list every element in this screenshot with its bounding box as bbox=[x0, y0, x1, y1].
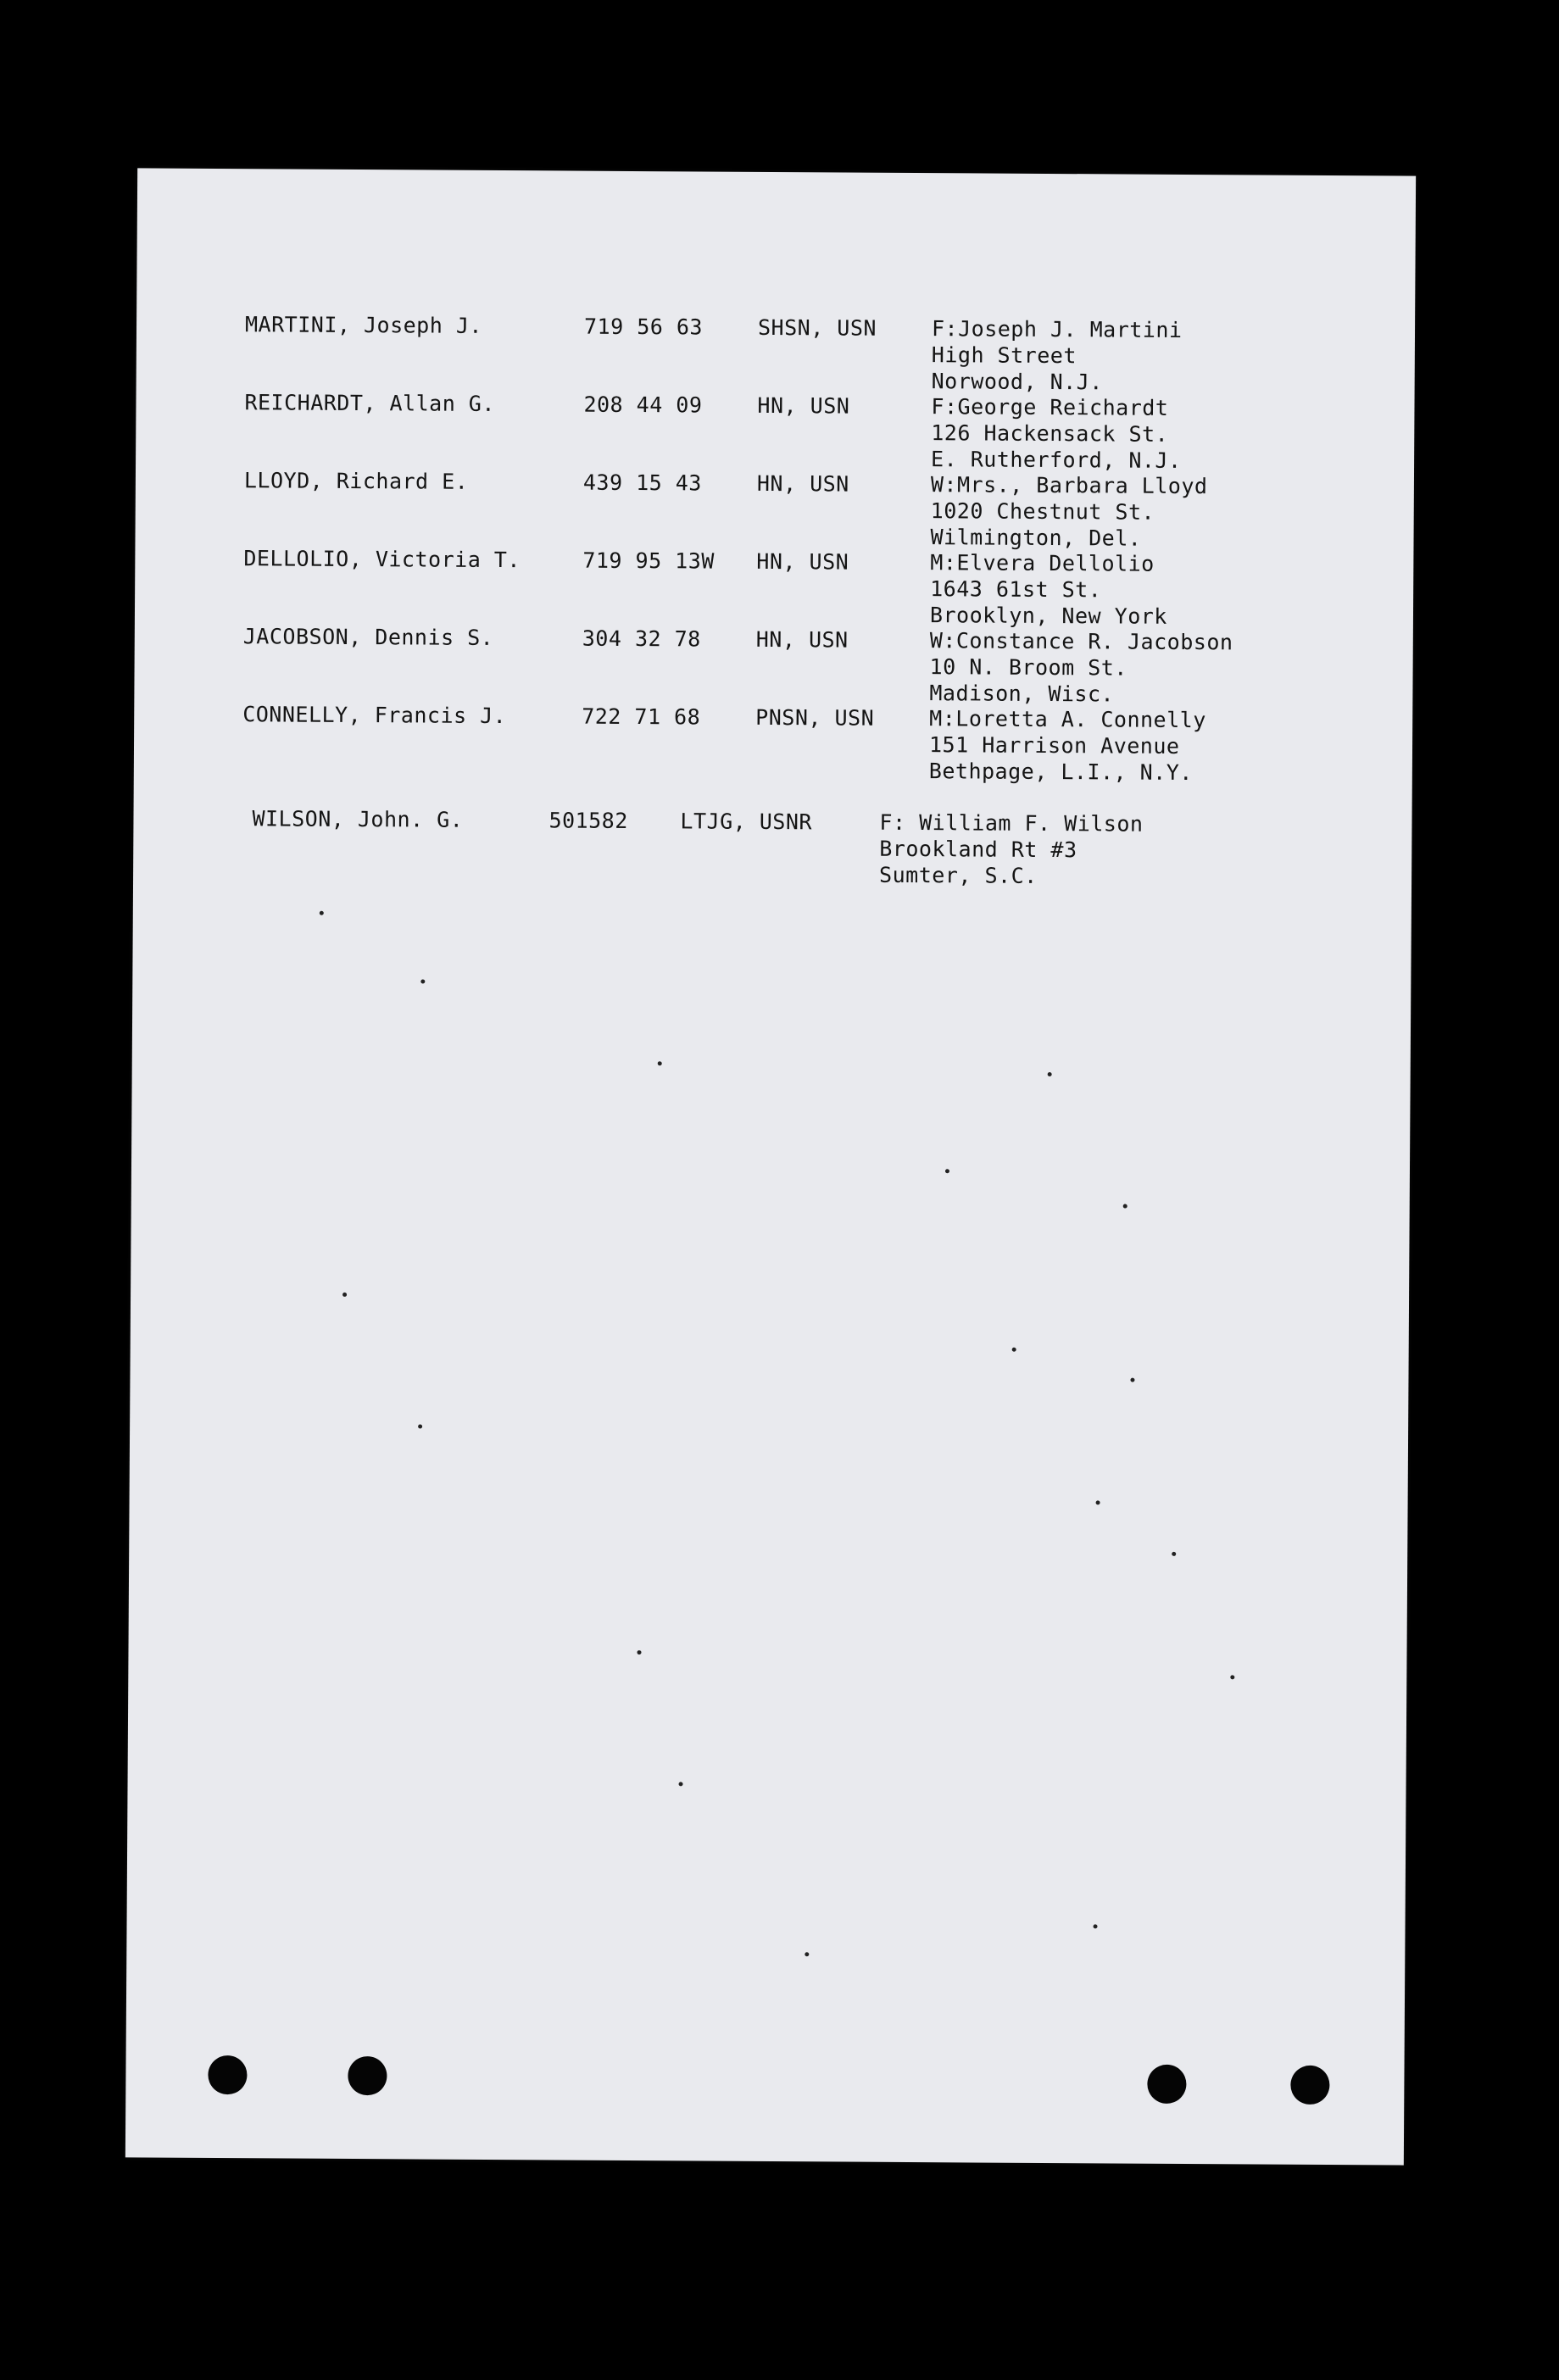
address-line: Brookland Rt #3 bbox=[879, 836, 1077, 863]
record-row bbox=[134, 804, 1412, 888]
address-line: F: William F. Wilson bbox=[879, 809, 1144, 837]
dust-speck bbox=[658, 1061, 662, 1065]
record-row bbox=[136, 310, 1415, 395]
record-name: REICHARDT, Allan G. bbox=[244, 390, 496, 416]
record-row bbox=[136, 466, 1414, 551]
dust-speck bbox=[679, 1782, 683, 1786]
dust-speck bbox=[805, 1952, 809, 1956]
record-name: MARTINI, Joseph J. bbox=[244, 312, 483, 338]
record-rate: HN, USN bbox=[757, 392, 850, 419]
dust-speck bbox=[1094, 1924, 1098, 1928]
record-address bbox=[931, 393, 1182, 474]
record-address bbox=[879, 809, 1144, 890]
dust-speck bbox=[420, 979, 425, 983]
dust-speck bbox=[945, 1169, 949, 1173]
record-rate: SHSN, USN bbox=[757, 314, 877, 341]
record-rate: HN, USN bbox=[756, 470, 849, 497]
record-rate: HN, USN bbox=[755, 626, 849, 653]
address-line: 151 Harrison Avenue bbox=[928, 732, 1180, 759]
record-address bbox=[930, 471, 1207, 552]
record-address bbox=[932, 315, 1183, 396]
record-name: JACOBSON, Dennis S. bbox=[242, 624, 494, 650]
record-rate: LTJG, USNR bbox=[680, 809, 813, 835]
record-address bbox=[929, 627, 1233, 708]
address-line: 1643 61st St. bbox=[930, 576, 1102, 603]
record-service-number: 719 56 63 bbox=[583, 314, 704, 340]
address-line: F:Joseph J. Martini bbox=[931, 316, 1183, 342]
dust-speck bbox=[1096, 1500, 1100, 1504]
address-line: Madison, Wisc. bbox=[929, 681, 1115, 707]
dust-speck bbox=[418, 1424, 422, 1428]
punch-hole bbox=[348, 2056, 387, 2095]
record-name: WILSON, John. G. bbox=[252, 806, 464, 832]
dust-speck bbox=[1172, 1552, 1176, 1556]
address-line: W:Mrs., Barbara Lloyd bbox=[930, 472, 1208, 499]
dust-speck bbox=[1230, 1675, 1234, 1679]
address-line: W:Constance R. Jacobson bbox=[929, 628, 1233, 655]
dust-speck bbox=[1123, 1204, 1127, 1209]
record-name: DELLOLIO, Victoria T. bbox=[243, 546, 521, 573]
address-line: High Street bbox=[931, 342, 1077, 369]
record-service-number: 304 32 78 bbox=[582, 626, 701, 652]
dust-speck bbox=[1012, 1348, 1016, 1352]
address-line: 1020 Chestnut St. bbox=[930, 498, 1155, 525]
record-row bbox=[136, 388, 1415, 473]
address-line: Bethpage, L.I., N.Y. bbox=[928, 759, 1193, 786]
record-name: LLOYD, Richard E. bbox=[243, 468, 469, 494]
bleed-through-text: ​ bbox=[233, 1101, 234, 1124]
record-service-number: 722 71 68 bbox=[582, 703, 701, 730]
dust-speck bbox=[1048, 1072, 1052, 1076]
record-service-number: 719 95 13W bbox=[582, 548, 715, 574]
dust-speck bbox=[637, 1650, 641, 1654]
dust-speck bbox=[342, 1293, 347, 1297]
address-line: E. Rutherford, N.J. bbox=[931, 447, 1182, 473]
address-line: M:Loretta A. Connelly bbox=[929, 706, 1206, 733]
address-line: 10 N. Broom St. bbox=[929, 654, 1127, 681]
record-rate: PNSN, USN bbox=[755, 704, 875, 731]
record-rate: HN, USN bbox=[756, 548, 849, 575]
address-line: Brooklyn, New York bbox=[929, 603, 1168, 629]
document-page bbox=[125, 168, 1416, 2165]
address-line: F:George Reichardt bbox=[931, 394, 1169, 420]
punch-hole bbox=[208, 2055, 247, 2094]
record-service-number: 208 44 09 bbox=[583, 392, 703, 418]
record-address bbox=[930, 549, 1168, 630]
record-service-number: 439 15 43 bbox=[582, 470, 702, 496]
record-row bbox=[135, 622, 1413, 707]
punch-hole bbox=[1290, 2066, 1329, 2105]
address-line: Sumter, S.C. bbox=[879, 862, 1038, 888]
address-line: Wilmington, Del. bbox=[930, 525, 1142, 551]
dust-speck bbox=[1130, 1378, 1134, 1382]
record-service-number: 501582 bbox=[548, 808, 628, 833]
address-line: Norwood, N.J. bbox=[931, 369, 1103, 395]
record-address bbox=[929, 705, 1206, 786]
record-row bbox=[135, 544, 1413, 629]
record-name: CONNELLY, Francis J. bbox=[242, 702, 507, 729]
dust-speck bbox=[320, 911, 324, 915]
address-line: M:Elvera Dellolio bbox=[930, 550, 1155, 576]
punch-hole bbox=[1147, 2065, 1186, 2104]
address-line: 126 Hackensack St. bbox=[931, 420, 1169, 447]
